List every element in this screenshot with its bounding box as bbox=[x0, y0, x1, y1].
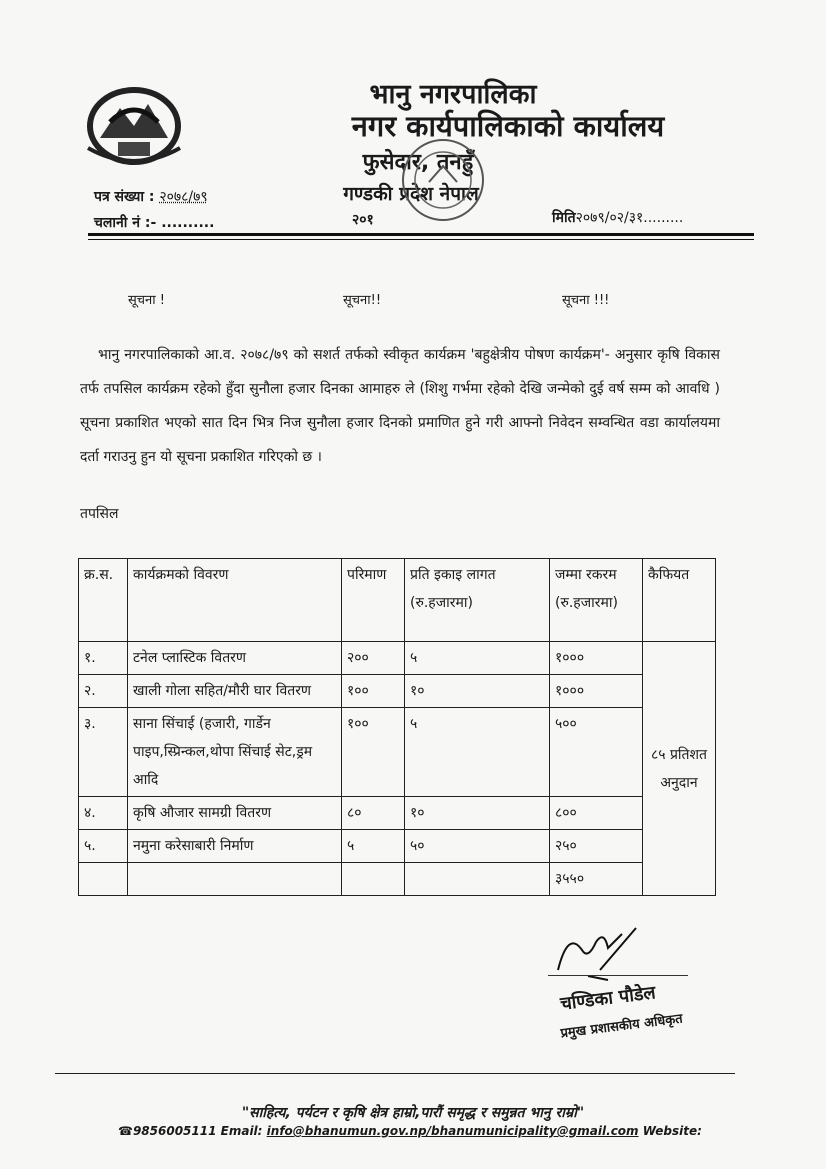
table-row bbox=[79, 642, 716, 675]
cell-remarks: ८५ प्रतिशत अनुदान bbox=[643, 642, 716, 896]
header-divider-thin bbox=[88, 239, 754, 240]
cell-empty bbox=[342, 863, 405, 896]
table-row bbox=[79, 675, 716, 708]
footer-contact bbox=[118, 1124, 702, 1138]
office-seal-icon bbox=[395, 128, 491, 232]
phone-icon: ☎ bbox=[118, 1124, 133, 1138]
footer-phone: 9856005111 bbox=[132, 1124, 217, 1138]
cell-desc: टनेल प्लास्टिक वितरण bbox=[128, 642, 342, 675]
cell-total: १००० bbox=[550, 642, 643, 675]
cell-desc: साना सिंचाई (हजारी, गार्डेन पाइप,स्प्रिन्कल,थोपा सिंचाई सेट,ड्रम आदि bbox=[128, 708, 342, 797]
footer-email[interactable]: info@bhanumun.gov.np/bhanumunicipality@gmail.com bbox=[266, 1124, 639, 1138]
cell-qty: १०० bbox=[342, 675, 405, 708]
footer-website-label: Website: bbox=[642, 1124, 702, 1138]
cell-grand-total: ३५५० bbox=[550, 863, 643, 896]
cell-desc: नमुना करेसाबारी निर्माण bbox=[128, 830, 342, 863]
header-desc: कार्यक्रमको विवरण bbox=[128, 559, 342, 642]
signature-line bbox=[548, 975, 688, 976]
province-name: गण्डकी प्रदेश नेपाल bbox=[343, 183, 479, 205]
officer-title: प्रमुख प्रशासकीय अधिकृत bbox=[559, 1011, 684, 1042]
header-total: जम्मा रकरम (रु.हजारमा) bbox=[550, 559, 643, 642]
cell-total: ८०० bbox=[550, 797, 643, 830]
notice-heading-1: सूचना ! bbox=[128, 293, 165, 308]
cell-qty: ५ bbox=[342, 830, 405, 863]
cell-empty bbox=[128, 863, 342, 896]
cell-unit: १० bbox=[405, 797, 550, 830]
table-row bbox=[79, 797, 716, 830]
cell-total: १००० bbox=[550, 675, 643, 708]
cell-unit: ५ bbox=[405, 708, 550, 797]
header-unit-cost: प्रति इकाइ लागत (रु.हजारमा) bbox=[405, 559, 550, 642]
chalani-label: चलानी नं :- bbox=[94, 215, 157, 231]
cell-qty: ८० bbox=[342, 797, 405, 830]
cell-unit: ५ bbox=[405, 642, 550, 675]
program-table bbox=[78, 558, 716, 896]
cell-total: ५०० bbox=[550, 708, 643, 797]
footer-divider bbox=[55, 1073, 735, 1074]
cell-empty bbox=[405, 863, 550, 896]
footer-email-label: Email: bbox=[220, 1124, 263, 1138]
year-fragment: २०१ bbox=[352, 212, 374, 228]
header-divider bbox=[88, 233, 754, 236]
chalani-number bbox=[94, 213, 214, 232]
cell-desc: कृषि औजार सामग्री वितरण bbox=[128, 797, 342, 830]
table-header-row bbox=[79, 559, 716, 642]
cell-sn: १. bbox=[79, 642, 128, 675]
cell-sn: ४. bbox=[79, 797, 128, 830]
notice-body: भानु नगरपालिकाको आ.व. २०७८/७९ को सशर्त तर्फको स्वीकृत कार्यक्रम 'बहुक्षेत्रीय पोषण कार्यक्रम'- अनुसार कृषि विकास तर्फ तपसिल कार्यक्रम रहेको हुँदा सुनौला हजार दिनका आमाहरु ले (शिशु गर्भमा रहेको देखि जन्मेको दुई वर्ष सम्म को आवधि ) सूचना प्रकाशित भएको सात दिन भित्र निज सुनौला हजार दिनको प्रमाणित हुने गरी आफ्नो निवेदन सम्वन्धित वडा कार्यालयमा दर्ता गराउनु हुन यो सूचना प्रकाशित गरिएको छ । bbox=[80, 347, 720, 465]
table-row bbox=[79, 830, 716, 863]
header-qty: परिमाण bbox=[342, 559, 405, 642]
cell-qty: १०० bbox=[342, 708, 405, 797]
notice-heading-2: सूचना!! bbox=[343, 293, 382, 308]
office-location: फुसेदार, तनहुँ bbox=[362, 150, 474, 175]
handwritten-signature-icon bbox=[548, 920, 648, 986]
cell-sn: २. bbox=[79, 675, 128, 708]
notice-heading-3: सूचना !!! bbox=[562, 293, 610, 308]
tapsil-label: तपसिल bbox=[80, 506, 119, 522]
patra-sankhya bbox=[94, 187, 208, 206]
cell-sn: ३. bbox=[79, 708, 128, 797]
cell-qty: २०० bbox=[342, 642, 405, 675]
header-remarks: कैफियत bbox=[643, 559, 716, 642]
table-total-row bbox=[79, 863, 716, 896]
cell-unit: १० bbox=[405, 675, 550, 708]
footer-motto: "साहित्य, पर्यटन र कृषि क्षेत्र हाम्रो,पारौं समृद्ध र समुन्नत भानु राम्रो" bbox=[241, 1105, 585, 1121]
cell-sn: ५. bbox=[79, 830, 128, 863]
date-label: मिति bbox=[552, 210, 576, 226]
table-row bbox=[79, 708, 716, 797]
header-sn: क्र.स. bbox=[79, 559, 128, 642]
cell-total: २५० bbox=[550, 830, 643, 863]
cell-empty bbox=[79, 863, 128, 896]
date-value: २०७९/०२/३१......... bbox=[575, 210, 684, 226]
cell-unit: ५० bbox=[405, 830, 550, 863]
municipality-name: भानु नगरपालिका bbox=[369, 79, 537, 110]
officer-name: चण्डिका पौडेल bbox=[559, 982, 657, 1015]
letter-date bbox=[552, 208, 683, 227]
office-name: नगर कार्यपालिकाको कार्यालय bbox=[351, 109, 665, 143]
cell-desc: खाली गोला सहित/मौरी घार वितरण bbox=[128, 675, 342, 708]
patra-label: पत्र संख्या : bbox=[94, 189, 155, 205]
patra-value: २०७८/७९ bbox=[159, 189, 208, 205]
chalani-value: .......... bbox=[161, 215, 215, 231]
